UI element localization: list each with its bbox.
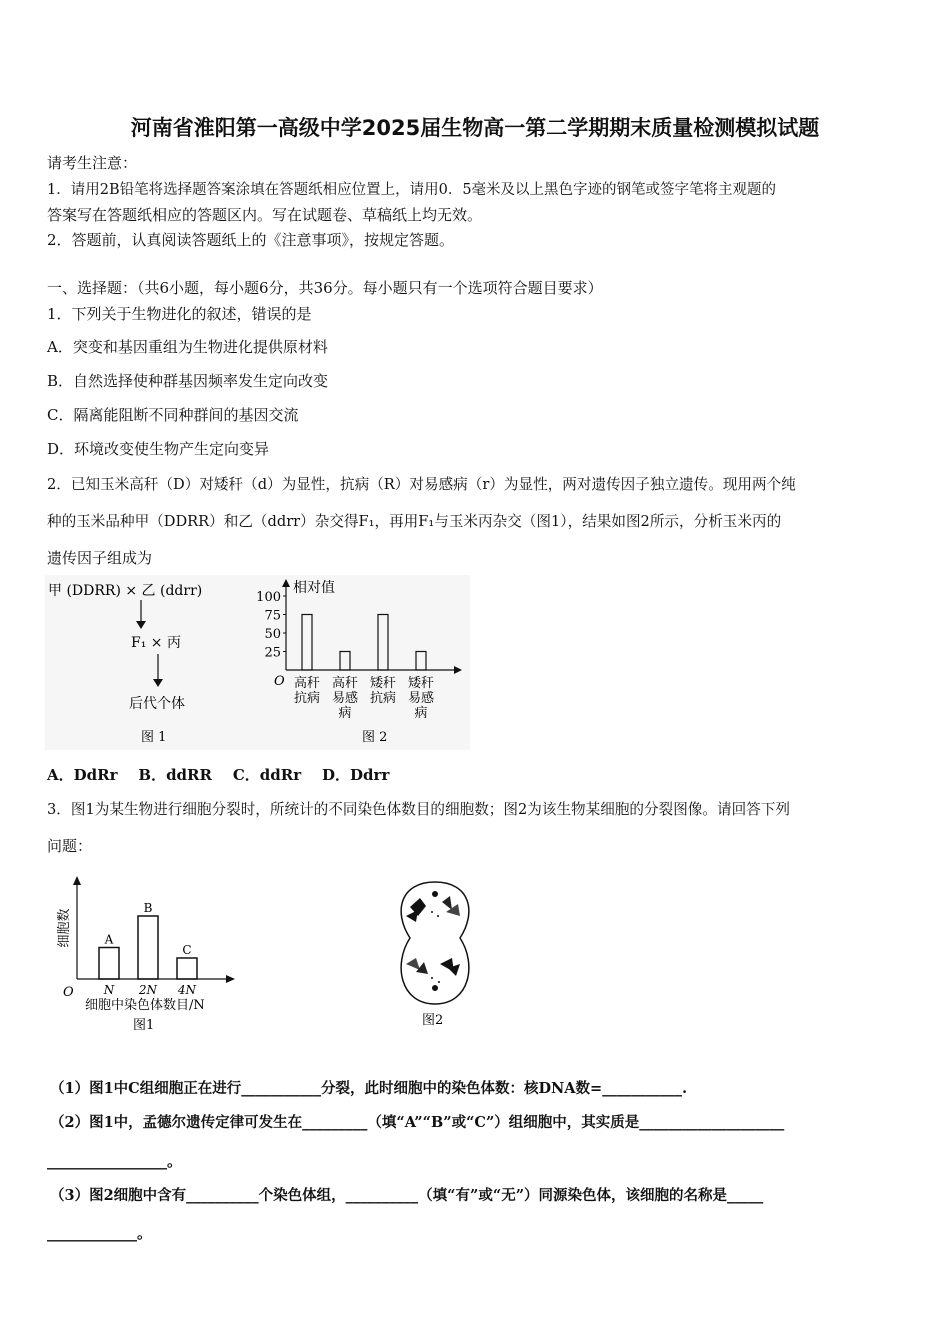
dot (431, 911, 433, 913)
bar-label: B (143, 901, 153, 915)
page-title: 河南省淮阳第一高级中学2025届生物高一第二学期期末质量检测模拟试题 (130, 116, 820, 140)
q1-option-d: D．环境改变使生物产生定向变异 (47, 440, 270, 458)
q2-line-2: 种的玉米品种甲（DDRR）和乙（ddrr）杂交得F₁，再用F₁与玉米丙杂交（图1），结果如图2所示，分析玉米丙的 (47, 513, 782, 530)
category-label: 易感 (331, 691, 359, 706)
q3-sub-2-cont: ________________。 (47, 1152, 183, 1170)
y-axis-label: 相对值 (293, 580, 335, 596)
fig2-caption: 图 2 (362, 730, 388, 745)
category-label: 高秆 (331, 676, 359, 691)
y-axis-arrow (73, 876, 81, 885)
q3-sub-1: （1）图1中C组细胞正在进行___________分裂，此时细胞中的染色体数：核DNA数=___________. (50, 1080, 687, 1097)
y-tick-label: 100 (256, 590, 281, 605)
q1-option-b: B．自然选择使种群基因频率发生定向改变 (47, 372, 329, 390)
figure-background (45, 575, 255, 750)
category-label: 矮秆 (369, 676, 397, 691)
centrosome (432, 985, 438, 991)
x-axis-arrow (226, 975, 235, 983)
q2-line-3: 遗传因子组成为 (47, 549, 153, 567)
q3-sub-3-cont: ____________。 (47, 1224, 153, 1242)
q2-line-1: 2．已知玉米高秆（D）对矮秆（d）为显性，抗病（R）对易感病（r）为显性，两对遗传因子独立遗传。现用两个纯 (47, 476, 796, 493)
cross-offspring: 后代个体 (129, 696, 185, 712)
dot (438, 981, 440, 983)
y-axis-label: 细胞数 (57, 908, 72, 948)
fig1-caption: 图 1 (141, 730, 167, 745)
notice-heading: 请考生注意： (47, 154, 138, 172)
upper-chromosomes (406, 891, 460, 922)
category-label: 易感 (407, 691, 435, 706)
origin-label: O (63, 985, 74, 1000)
q1-option-c: C．隔离能阻断不同种群间的基因交流 (47, 406, 299, 424)
q3-line-2: 问题： (47, 837, 93, 855)
q1-option-a: A．突变和基因重组为生物进化提供原材料 (47, 338, 328, 356)
q3-line-1: 3．图1为某生物进行细胞分裂时，所统计的不同染色体数目的细胞数；图2为该生物某细胞的分裂图像。请回答下列 (47, 801, 790, 818)
q2-cross-diagram (45, 575, 255, 750)
category-label: 病 (414, 706, 428, 721)
chromosome (406, 958, 420, 970)
category-label: 高秆 (293, 676, 321, 691)
section-heading: 一、选择题：（共6小题，每小题6分，共36分。每小题只有一个选项符合题目要求） (47, 279, 603, 297)
bar-label: C (182, 943, 192, 957)
chromosome (442, 896, 452, 910)
fig1-caption: 图1 (133, 1018, 155, 1033)
category-label: 矮秆 (407, 676, 435, 691)
notice-line-2: 2．答题前，认真阅读答题纸上的《注意事项》，按规定答题。 (47, 231, 455, 249)
notice-line-1b: 答案写在答题纸相应的答题区内。写在试题卷、草稿纸上均无效。 (47, 206, 483, 224)
x-tick-label: N (103, 983, 115, 997)
q3-cell-diagram (380, 872, 490, 1032)
q3-sub-2: （2）图1中，孟德尔遗传定律可发生在_________（填“A”“B”或“C”）组细胞中，其实质是____________________ (50, 1114, 785, 1131)
y-tick-label: 25 (264, 645, 281, 661)
q1-stem: 1．下列关于生物进化的叙述，错误的是 (47, 305, 312, 323)
bar-label: A (104, 932, 114, 947)
bar-B (138, 916, 158, 979)
dot (437, 915, 439, 917)
notice-line-1: 1．请用2B铅笔将选择题答案涂填在答题纸相应位置上，请用0．5毫米及以上黑色字迹的钢笔或签字笔将主观题的 (47, 182, 777, 198)
q3-sub-3: （3）图2细胞中含有__________个染色体组，__________（填“有”或“无”）同源染色体，该细胞的名称是_____ (50, 1187, 764, 1204)
x-axis-label: 细胞中染色体数目/N (85, 998, 205, 1013)
q2-options: A．DdRr B．ddRR C．ddRr D．Ddrr (47, 766, 390, 784)
y-tick-label: 75 (264, 608, 281, 624)
category-label: 病 (338, 706, 352, 721)
q2-bar-chart (255, 575, 470, 750)
q3-bar-chart (55, 872, 245, 1037)
chromosome (406, 910, 418, 922)
lower-chromosomes (406, 958, 460, 991)
dot (431, 977, 433, 979)
origin-label: O (274, 674, 285, 689)
y-tick-label: 50 (264, 627, 281, 642)
x-tick-label: 2N (138, 983, 158, 997)
bar-C (177, 958, 197, 979)
cross-parents: 甲 (DDRR) × 乙 (ddrr) (48, 583, 203, 599)
centrosome (432, 891, 438, 897)
x-tick-label: 4N (177, 983, 197, 997)
bar-A (99, 948, 119, 980)
fig2-caption: 图2 (422, 1013, 444, 1028)
figure-background (255, 575, 470, 750)
cross-f1: F₁ × 丙 (131, 635, 181, 651)
category-label: 抗病 (369, 691, 397, 706)
category-label: 抗病 (293, 691, 321, 706)
